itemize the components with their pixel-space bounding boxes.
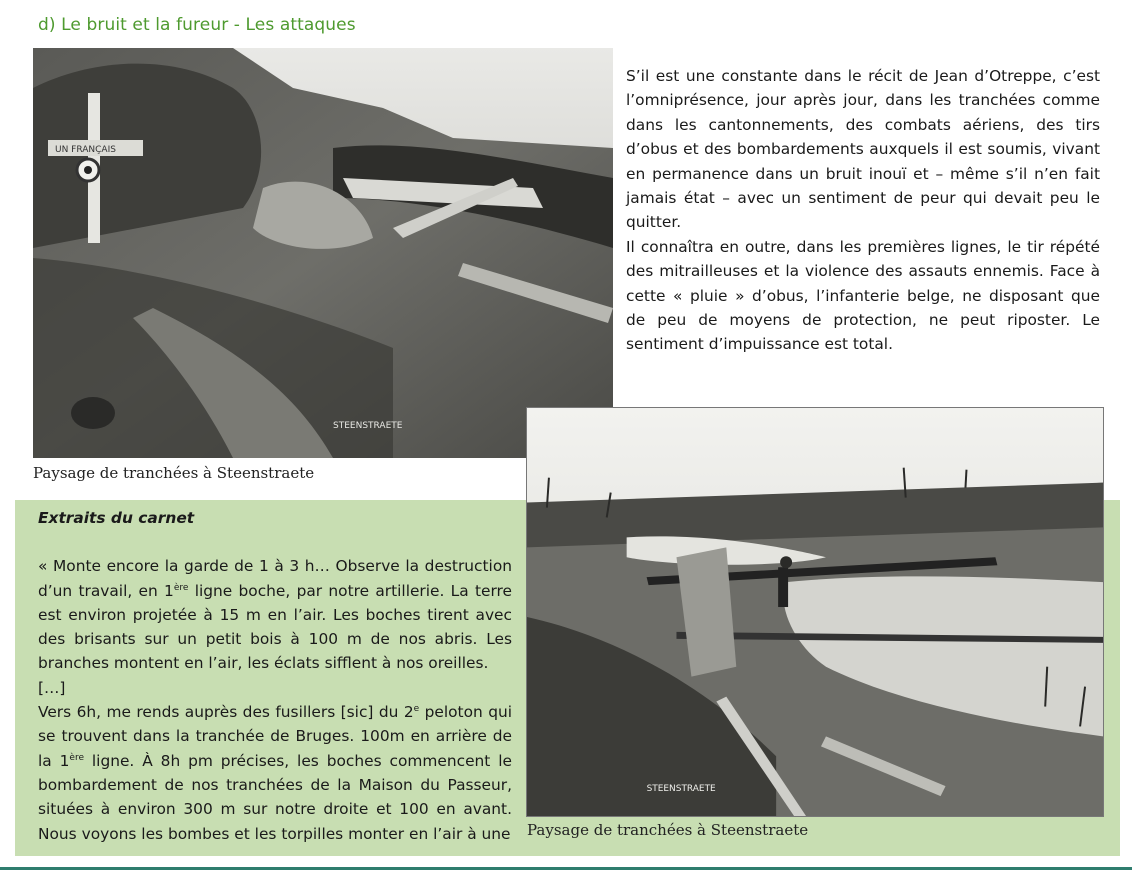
extract-paragraph-1: « Monte encore la garde de 1 à 3 h… Observe la destruction d’un travail, en 1ère ligne boche, par notre artillerie. La terre est environ projetée à 15 m en l’air. Les boches tirent avec des brisants sur un petit bois à 100 m de nos abris. Les branches montent en l’air, les éclats sifflent à nos oreilles. (38, 557, 512, 673)
photo-2-caption: Paysage de tranchées à Steenstraete (527, 821, 809, 839)
trench-photo-2 (526, 407, 1104, 817)
photo-2-stamp: STEENSTRAETE (646, 784, 716, 795)
trench-photo-2-image (527, 408, 1103, 816)
photo-1-caption: Paysage de tranchées à Steenstraete (33, 464, 315, 482)
trench-photo-1-image (33, 48, 613, 458)
extract-title: Extraits du carnet (38, 509, 195, 527)
section-heading: d) Le bruit et la fureur - Les attaques (38, 15, 356, 35)
trench-photo-1 (33, 48, 613, 458)
extract-ellipsis: […] (38, 678, 66, 697)
extract-paragraph-2: Vers 6h, me rends auprès des fusillers [sic] du 2e peloton qui se trouvent dans la tranchée de Bruges. 100m en arrière de la 1ère ligne. À 8h pm précises, les boches commencent le bombardement de nos tranchées de la Maison du Passeur, situées à environ 300 m sur notre droite et 100 en avant. Nous voyons les bombes et les torpilles monter en l’air à une (38, 703, 512, 843)
intro-paragraph-1: S’il est une constante dans le récit de Jean d’Otreppe, c’est l’omniprésence, jour après jour, dans les tranchées comme dans les cantonnements, des combats aériens, des tirs d’obus et des bombardements auxquels il est soumis, vivant en permanence dans un bruit inouï et – même s’il n’en fait jamais état – avec un sentiment de peur qui devait peu le quitter. (626, 67, 1100, 232)
intro-paragraph-2: Il connaîtra en outre, dans les premières lignes, le tir répété des mitrailleuses et la violence des assauts ennemis. Face à cette « pluie » d’obus, l’infanterie belge, ne disposant que de peu de moyens de protection, ne peut riposter. Le sentiment d’impuissance est total. (626, 237, 1100, 354)
cross-sign-text: UN FRANÇAIS (55, 145, 116, 155)
notebook-extract (38, 506, 512, 846)
photo-1-stamp: STEENSTRAETE (333, 421, 403, 431)
intro-text (626, 64, 1100, 357)
page-bottom-rule (0, 867, 1132, 870)
